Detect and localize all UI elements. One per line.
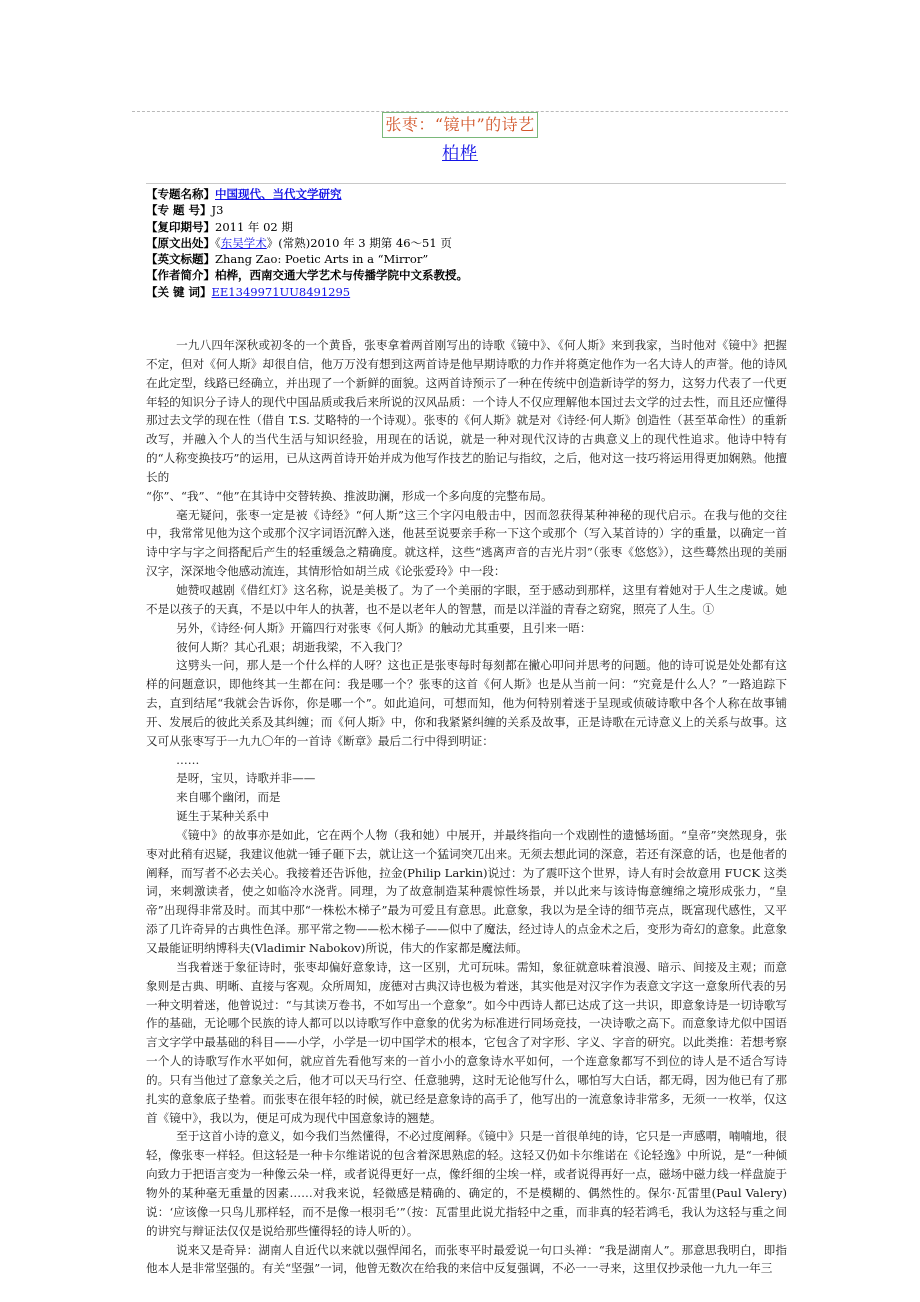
author-link[interactable]: 柏桦 <box>442 144 478 164</box>
meta-label-source: 【原文出处】 <box>146 235 215 250</box>
meta-row-author-bio <box>146 267 806 283</box>
body-paragraph: “你”、“我”、“他”在其诗中交替转换、推波助澜，形成一个多向度的完整布局。 <box>146 488 553 503</box>
body-verse-line: 是呀，宝贝，诗歌并非—— <box>176 771 316 786</box>
body-paragraph: 当我着迷于象征诗时，张枣却偏好意象诗，这一区别，尤可玩味。需知，象征就意味着浪漫、暗示、间接及主观；而意象则是古典、明晰、直接与客观。众所周知，庞德对古典汉诗也极为着迷，其实他是对汉字作为表意文字这一意象所代表的另一种文明着迷，他曾说过：“与其读万卷书，不如写出一个意象”。如今中西诗人都已达成了这一共识，即意象诗是一切诗歌写作的基础，无论哪个民族的诗人都可以以诗歌写作中意象的优劣为标准进行同场竞技，一决诗歌之高下。而意象诗尤似中国语言文字学中最基础的科目——小学，小学是一切中国学术的根本，它包含了对字形、字义、字音的研究。以此类推：若想考察一个人的诗歌写作水平如何，就应首先看他写来的一首小小的意象诗水平如何，一个连意象都写不到位的诗人是不适合写诗的。只有当他过了意象关之后，他才可以天马行空、任意驰骋，这时无论他写什么，哪怕写大白话，都无碍，因为他已有了那扎实的意象底子垫着。而张枣在很年轻的时候，就已经是意象诗的高手了，他写出的一流意象诗非常多，无须一一枚举，仅这首《镜中》，我以为，便足可成为现代中国意象诗的翘楚。 <box>146 959 787 1125</box>
body-verse-line: …… <box>176 752 200 767</box>
meta-row-subject-number <box>146 202 806 218</box>
author-container <box>0 143 920 165</box>
meta-value-subject-number: J3 <box>211 203 224 218</box>
body-quote: 彼何人斯？其心孔艰；胡逝我梁，不入我门？ <box>176 639 409 654</box>
meta-row-reprint-issue <box>146 219 806 235</box>
meta-value-source-journal-link[interactable]: 东吴学术 <box>220 235 267 250</box>
meta-label-subject-number: 【专 题 号】 <box>146 203 212 218</box>
meta-value-author-bio: 柏桦，西南交通大学艺术与传播学院中文系教授。 <box>215 268 468 283</box>
metadata-block <box>146 186 806 300</box>
body-paragraph: 毫无疑问，张枣一定是被《诗经》“何人斯”这三个字闪电般击中，因而忽获得某种神秘的现代启示。在我与他的交往中，我常常见他为这个或那个汉字词语沉醉入迷，他甚至说要亲手称一下这个或那个（写入某首诗的）字的重量，以确定一首诗中字与字之间搭配后产生的轻重缓急之精确度。就这样，这些“逃离声音的吉光片羽”（张枣《悠悠》），这些蓦然出现的美丽汉字，深深地令他感动流连，其情形恰如胡兰成《论张爱玲》中一段： <box>146 507 787 579</box>
meta-label-reprint-issue: 【复印期号】 <box>146 219 215 234</box>
body-paragraph: 这劈头一问，那人是一个什么样的人呀？这也正是张枣每时每刻都在撇心叩问并思考的问题。他的诗可说是处处都有这样的问题意识，即他终其一生都在问：我是哪一个？张枣的这首《何人斯》也是从当前一问：“究竟是什么人？”一路追踪下去，直到结尾“我就会告诉你，你是哪一个”。如此追问，可想而知，他为何特别着迷于呈现或侦破诗歌中各个人称在故事铺开、发展后的彼此关系及其纠缠；而《何人斯》中，你和我紧紧纠缠的关系及故事，正是诗歌在元诗意义上的关系与故事。这又可从张枣写于一九九〇年的一首诗《断章》最后二行中得到明证： <box>146 658 787 748</box>
body-paragraph: 说来又是奇异：湖南人自近代以来就以强悍闻名，而张枣平时最爱说一句口头禅：“我是湖南人”。那意思我明白，即指他本人是非常坚强的。有关“坚强”一词，他曾无数次在给我的来信中反复强调，不必一一寻来，这里仅抄录他一九九一年三 <box>146 1242 787 1276</box>
title-container <box>0 112 920 138</box>
body-verse-line: 来自哪个幽闭，而是 <box>176 790 281 805</box>
meta-label-subject-name: 【专题名称】 <box>146 187 215 201</box>
meta-label-author-bio: 【作者简介】 <box>146 268 215 283</box>
meta-divider <box>146 183 786 184</box>
article-body <box>146 336 787 1278</box>
meta-value-english-title: Zhang Zao: Poetic Arts in a “Mirror” <box>215 252 429 267</box>
body-paragraph: 至于这首小诗的意义，如今我们当然懂得，不必过度阐释。《镜中》只是一首很单纯的诗，它只是一声感喟，喃喃地，很轻，像张枣一样轻。但这轻是一种卡尔维诺说的包含着深思熟虑的轻。这轻又仍如卡尔维诺在《论轻逸》中所说，是“一种倾向致力于把语言变为一种像云朵一样，或者说得更好一点，像纤细的尘埃一样，或者说得再好一点，磁场中磁力线一样盘旋于物外的某种毫无重量的因素……对我来说，轻微感是精确的、确定的，不是模糊的、偶然性的。保尔·瓦雷里(Paul Valery)说：‘应该像一只鸟儿那样轻，而不是像一根羽毛’”（按：瓦雷里此说尤指轻中之重，而非真的轻若鸿毛，我认为这轻与重之间的讲究与辩证法仅仅是说给那些懂得轻的诗人听的）。 <box>146 1129 787 1238</box>
body-paragraph: 另外，《诗经·何人斯》开篇四行对张枣《何人斯》的触动尤其重要，且引来一晤： <box>176 620 592 635</box>
meta-value-keywords[interactable]: EE1349971UU8491295 <box>211 284 351 299</box>
body-paragraph: 《镜中》的故事亦是如此，它在两个人物（我和她）中展开，并最终指向一个戏剧性的遗憾场面。“皇帝”突然现身，张枣对此稍有迟疑，我建议他就一锤子砸下去，就让这一个猛词突兀出来。无须去想此词的深意，若还有深意的话，也是他者的阐释，而写者不必去关心。我接着还告诉他，拉金(Philip Larkin)说过：为了震吓这个世界，诗人有时会故意用 FUCK 这类词，来刺激读者，使之如临冷水浇背。同理，为了故意制造某种震惊性场景，并以此来与该诗悔意缠绵之境形成张力，“皇帝”出现得非常及时。而其中那“一株松木梯子”最为可爱且有意思。此意象，我以为是全诗的细节亮点，既富现代感性，又平添了几许奇异的古典性色泽。那平常之物——松木梯子——似中了魔法，经过诗人的点金术之后，变形为奇幻的意象。此意象又最能证明纳博科夫(Vladimir Nabokov)所说，伟大的作家都是魔法师。 <box>146 827 787 955</box>
meta-value-reprint-issue: 2011 年 02 期 <box>215 219 293 234</box>
meta-label-keywords: 【关 键 词】 <box>146 284 212 299</box>
body-paragraph: 一九八四年深秋或初冬的一个黄昏，张枣拿着两首刚写出的诗歌《镜中》、《何人斯》来到我家，当时他对《镜中》把握不定，但对《何人斯》却很自信，他万万没有想到这两首诗是他早期诗歌的力作并将奠定他作为一名大诗人的声誉。他的诗风在此定型，线路已经确立，并出现了一个新鲜的面貌。这两首诗预示了一种在传统中创造新诗学的努力，这努力代表了一代更年轻的知识分子诗人的现代中国品质或我后来所说的汉风品质：一个诗人不仅应理解他本国过去文学的过去性，而且还应懂得那过去文学的现在性（借自 T.S. 艾略特的一个诗观）。张枣的《何人斯》就是对《诗经·何人斯》创造性（甚至革命性）的重新改写，并融入个人的当代生活与知识经验，用现在的话说，就是一种对现代汉诗的古典意义上的现代性追求。他诗中特有的“人称变换技巧”的运用，已从这两首诗开始并成为他写作技艺的胎记与指纹，之后，他对这一技巧将运用得更加娴熟。他擅长的 <box>146 338 787 484</box>
meta-row-source <box>146 235 806 251</box>
body-verse-line: 诞生于某种关系中 <box>176 809 269 824</box>
meta-row-subject-name <box>146 186 806 202</box>
meta-row-keywords <box>146 284 806 300</box>
meta-value-source-prefix: 《 <box>215 235 221 250</box>
meta-value-source-suffix: 》(常熟)2010 年 3 期第 46～51 页 <box>266 235 452 250</box>
page-title: 张枣：“镜中”的诗艺 <box>382 112 537 138</box>
meta-label-english-title: 【英文标题】 <box>146 252 215 267</box>
meta-row-english-title <box>146 251 806 267</box>
body-quote: 她赞叹越剧《借红灯》这名称，说是美极了。为了一个美丽的字眼，至于感动到那样，这里有着她对于人生之虔诚。她不是以孩子的天真，不是以中年人的执著，也不是以老年人的智慧，而是以洋溢的青春之窈窕，照亮了人生。① <box>146 582 787 616</box>
meta-value-subject-name[interactable]: 中国现代、当代文学研究 <box>215 187 342 201</box>
